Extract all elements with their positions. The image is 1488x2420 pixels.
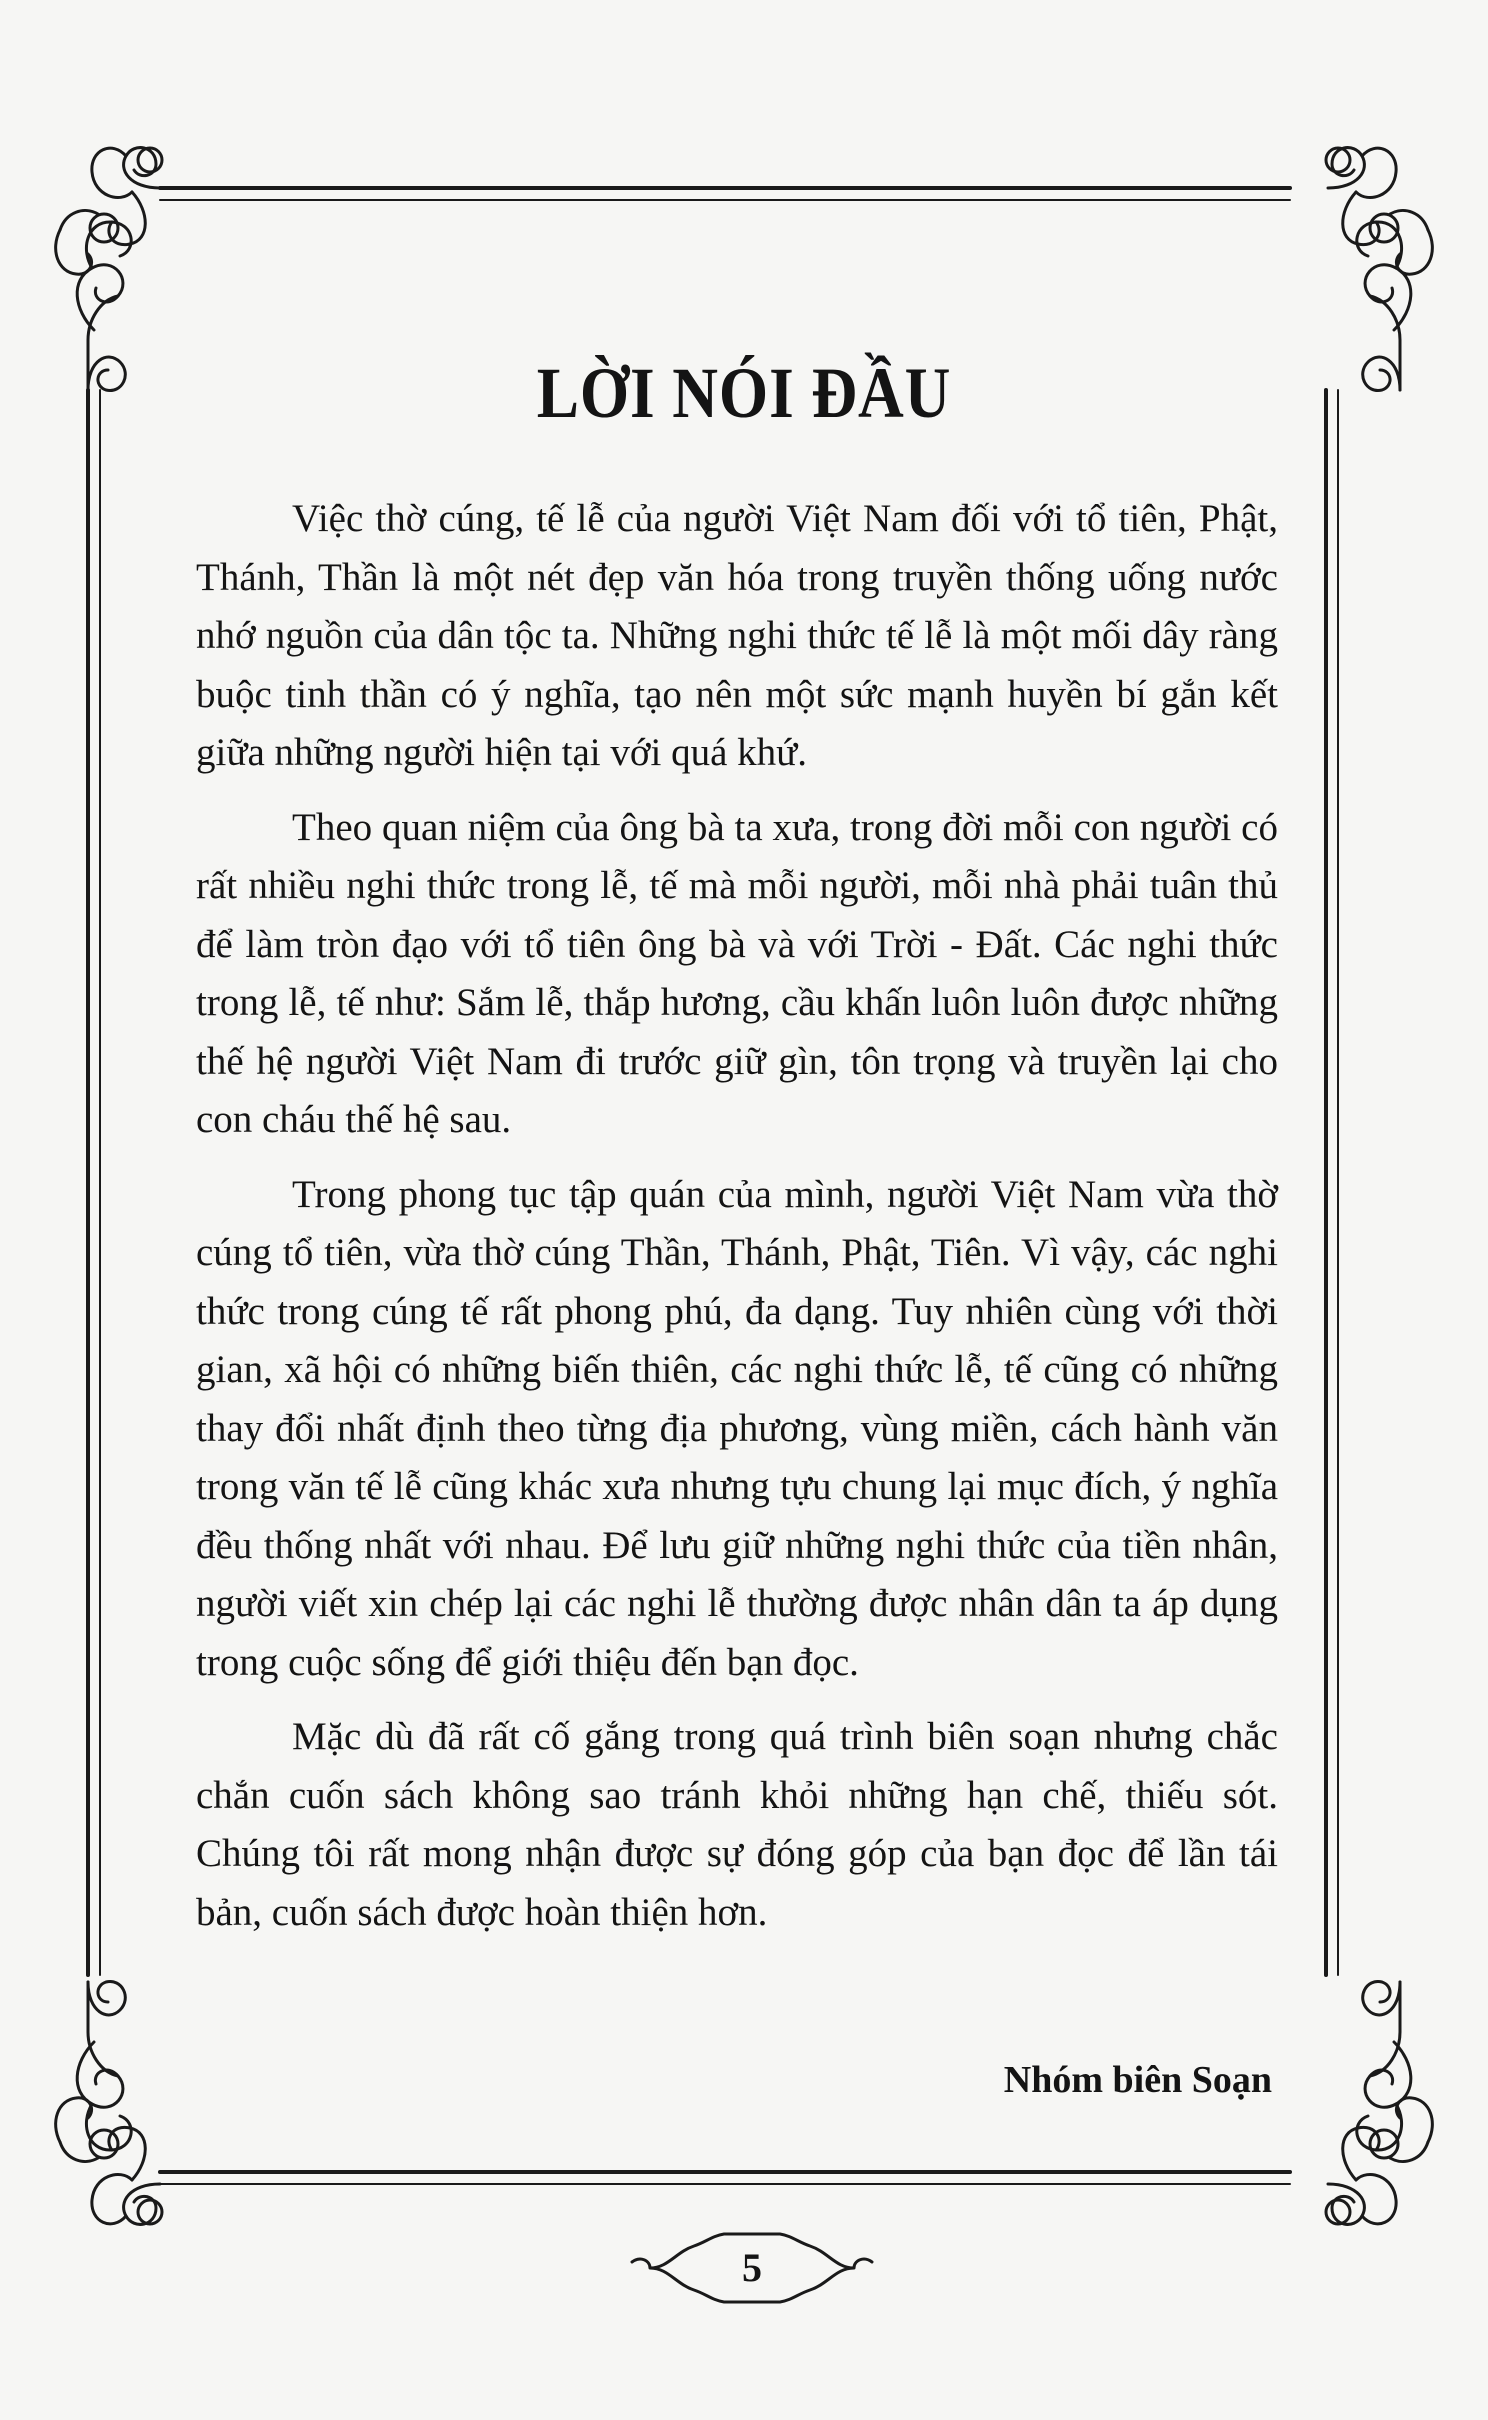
- paragraph: Mặc dù đã rất cố gắng trong quá trình biên soạn nhưng chắc chắn cuốn sách không sao tránh khỏi những hạn chế, thiếu sót. Chúng tôi rất mong nhận được sự đóng góp của bạn đọc để lần tái bản, cuốn sách được hoàn thiện hơn.: [196, 1715, 1278, 1934]
- page-number: 5: [742, 2245, 762, 2290]
- author-signature: Nhóm biên Soạn: [1003, 2059, 1272, 2101]
- paragraph: Theo quan niệm của ông bà ta xưa, trong đời mỗi con người có rất nhiều nghi thức trong lễ, tế mà mỗi người, mỗi nhà phải tuân thủ để làm tròn đạo với tổ tiên ông bà và với Trời - Đất. Các nghi thức trong lễ, tế như: Sắm lễ, thắp hương, cầu khấn luôn luôn được những thế hệ người Việt Nam đi trước giữ gìn, tôn trọng và truyền lại cho con cháu thế hệ sau.: [196, 805, 1278, 1141]
- page-title: LỜI NÓI ĐẦU: [536, 353, 952, 433]
- corner-flourish-bottom-left: [56, 1981, 162, 2224]
- paragraph: Trong phong tục tập quán của mình, người Việt Nam vừa thờ cúng tổ tiên, vừa thờ cúng Thần, Thánh, Phật, Tiên. Vì vậy, các nghi thức trong cúng tế rất phong phú, đa dạng. Tuy nhiên cùng với thời gian, xã hội có những biến thiên, các nghi thức lễ, tế cũng có những thay đổi nhất định theo từng địa phương, vùng miền, cách hành văn trong văn tế lễ cũng khác xưa nhưng tựu chung lại mục đích, ý nghĩa đều thống nhất với nhau. Để lưu giữ những nghi thức của tiền nhân, người viết xin chép lại các nghi lễ thường được nhân dân ta áp dụng trong cuộc sống để giới thiệu đến bạn đọc.: [196, 1172, 1278, 1684]
- corner-flourish-bottom-right: [1326, 1981, 1432, 2224]
- preface-body: [196, 490, 1278, 1958]
- paragraph: Việc thờ cúng, tế lễ của người Việt Nam đối với tổ tiên, Phật, Thánh, Thần là một nét đẹp văn hóa trong truyền thống uống nước nhớ nguồn của dân tộc ta. Những nghi thức tế lễ là một mối dây ràng buộc tinh thần có ý nghĩa, tạo nên một sức mạnh huyền bí gắn kết giữa những người hiện tại với quá khứ.: [196, 497, 1278, 774]
